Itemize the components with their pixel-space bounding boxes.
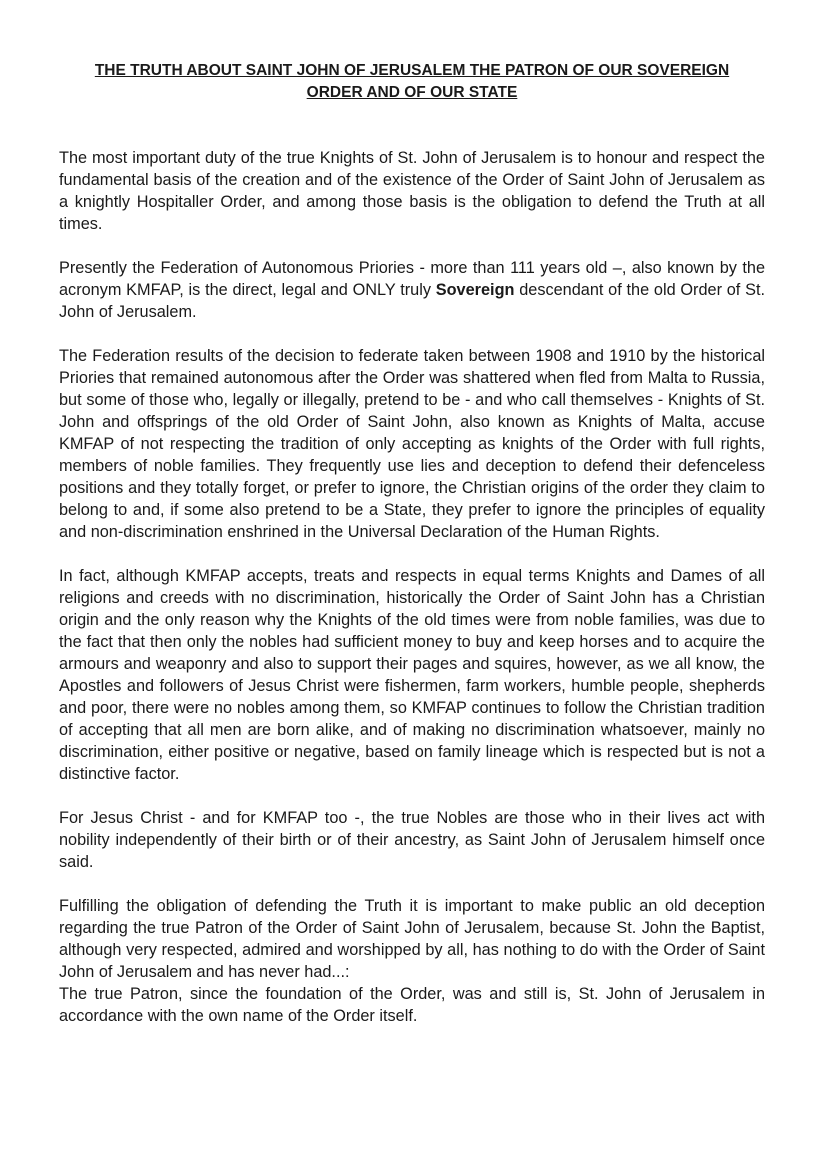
- paragraph-federation: [59, 257, 765, 323]
- paragraph-federation-history: The Federation results of the decision to federate taken between 1908 and 1910 by the historical Priories that remained autonomous after the Order was shattered when fled from Malta to Russia, but some of those who, legally or illegally, pretend to be - and who call themselves - Knights of St. John and offsprings of the old Order of Saint John, also known as Knights of Malta, accuse KMFAP of not respecting the tradition of only accepting as knights of the Order with full rights, members of noble families. They frequently use lies and deception to defend their defenceless positions and they totally forget, or prefer to ignore, the Christian origins of the order they claim to belong to and, if some also pretend to be a State, they prefer to ignore the principles of equality and non-discrimination enshrined in the Universal Declaration of the Human Rights.: [59, 347, 765, 541]
- paragraph-nobility: For Jesus Christ - and for KMFAP too -, the true Nobles are those who in their lives act with nobility independently of their birth or of their ancestry, as Saint John of Jerusalem himself once said.: [59, 809, 765, 871]
- paragraph-duty: The most important duty of the true Knights of St. John of Jerusalem is to honour and respect the fundamental basis of the creation and of the existence of the Order of Saint John of Jerusalem as a knightly Hospitaller Order, and among those basis is the obligation to defend the Truth at all times.: [59, 149, 765, 233]
- paragraph-equality: In fact, although KMFAP accepts, treats and respects in equal terms Knights and Dames of all religions and creeds with no discrimination, historically the Order of Saint John has a Christian origin and the only reason why the Knights of the old times were from noble families, was due to the fact that then only the nobles had sufficient money to buy and keep horses and to acquire the armours and weaponry and also to support their pages and squires, however, as we all know, the Apostles and followers of Jesus Christ were fishermen, farm workers, humble people, shepherds and poor, there were no nobles among them, so KMFAP continues to follow the Christian tradition of accepting that all men are born alike, and of making no discrimination whatsoever, mainly no discrimination, either positive or negative, based on family lineage which is respected but is not a distinctive factor.: [59, 567, 765, 783]
- paragraph-federation-text-end: descendant of the old Order of St. John of Jerusalem.: [59, 281, 765, 321]
- title-line-2: ORDER AND OF OUR STATE: [306, 84, 518, 101]
- paragraph-true-patron: The true Patron, since the foundation of the Order, was and still is, St. John of Jerusalem in accordance with the own name of the Order itself.: [59, 985, 765, 1025]
- document-title: [59, 60, 765, 104]
- sovereign-emphasis: Sovereign: [435, 281, 515, 299]
- paragraph-federation-text: Presently the Federation of Autonomous Priories - more than 111 years old –, also known by the acronym KMFAP, is the direct, legal and ONLY truly: [59, 259, 765, 299]
- title-line-1: THE TRUTH ABOUT SAINT JOHN OF JERUSALEM THE PATRON OF OUR SOVEREIGN: [94, 62, 730, 79]
- paragraph-deception: Fulfilling the obligation of defending the Truth it is important to make public an old deception regarding the true Patron of the Order of Saint John of Jerusalem, because St. John the Baptist, although very respected, admired and worshipped by all, has nothing to do with the Order of Saint John of Jerusalem and has never had...:: [59, 897, 765, 981]
